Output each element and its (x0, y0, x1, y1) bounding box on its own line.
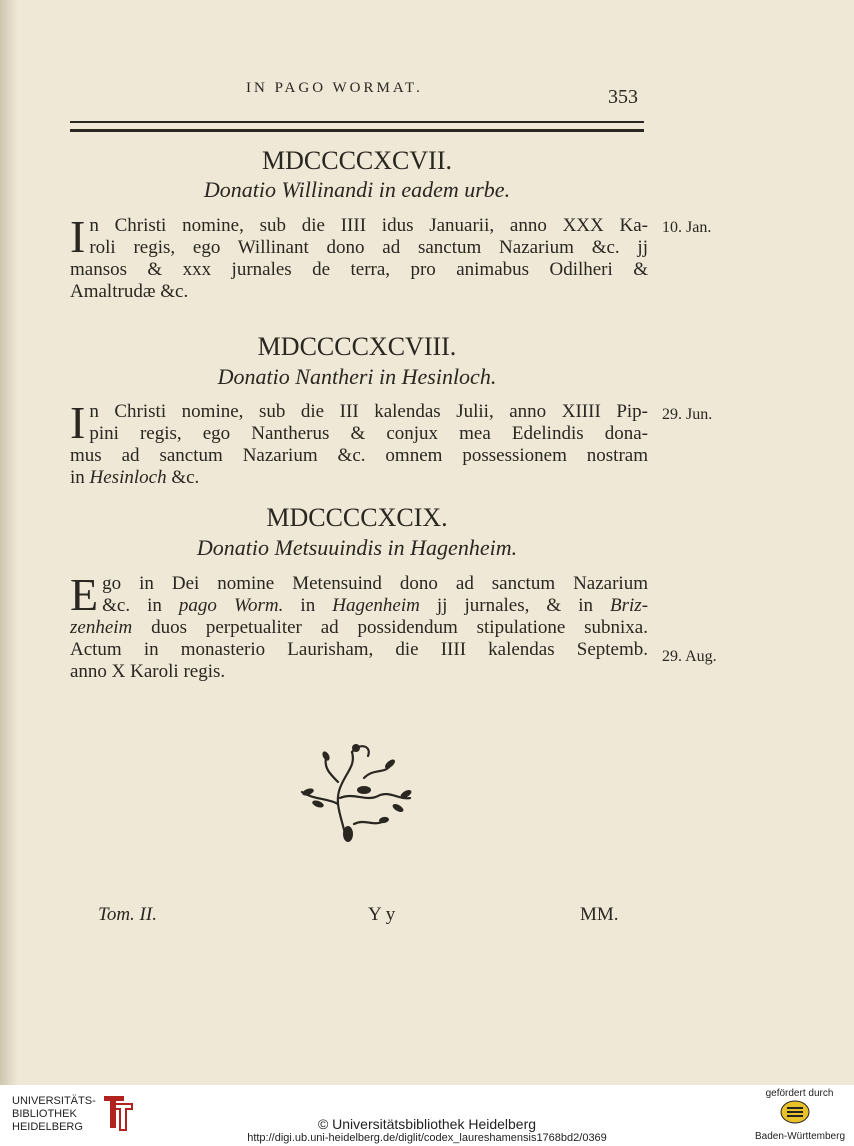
entry-title: Donatio Metsuuindis in Hagenheim. (196, 535, 518, 560)
entry-text (70, 569, 649, 683)
text-line: roli regis, ego Willinant dono ad sanctum Nazarium &c. jj (89, 237, 648, 258)
text-line: mus ad sanctum Nazarium &c. omnem possessionem nostram (70, 445, 648, 466)
entry-text (70, 397, 648, 489)
entry-title: Donatio Willinandi in eadem urbe. (203, 177, 511, 202)
text-line: n Christi nomine, sub die IIII idus Januarii, anno XXX Ka- (89, 215, 648, 236)
drop-capital: I (70, 211, 86, 262)
header-rule-thick (70, 129, 644, 132)
text-line: n Christi nomine, sub die III kalendas Julii, anno XIIII Pip- (89, 401, 648, 422)
entry-text (70, 211, 648, 303)
state-crest-icon (779, 1099, 811, 1125)
entry-numeral: MDCCCCXCIX. (266, 503, 448, 532)
text-line: anno X Karoli regis. (70, 661, 226, 682)
sponsor-label: gefördert durch (765, 1088, 834, 1099)
catchword: MM. (580, 904, 619, 925)
margin-date: 29. Jun. (662, 406, 713, 423)
text-line: in Hesinloch &c. (70, 467, 200, 488)
copyright-notice: © Universitätsbibliothek Heidelberg (317, 1116, 537, 1132)
text-line: &c. in pago Worm. in Hagenheim jj jurnales, & in Briz- (102, 595, 649, 616)
drop-capital: I (70, 397, 86, 448)
page-number: 353 (608, 86, 638, 108)
entry-numeral: MDCCCCXCVIII. (257, 332, 457, 361)
running-head: IN PAGO WORMAT. (246, 80, 423, 96)
text-line: Amaltrudæ &c. (70, 281, 189, 302)
floral-ornament-icon (294, 738, 424, 842)
text-line: zenheim duos perpetualiter ad possidendum stipulatione subnixa. (70, 617, 648, 638)
signature-mark: Y y (368, 904, 396, 925)
page-gutter-shadow (0, 0, 18, 1085)
volume-mark: Tom. II. (98, 904, 157, 925)
text-line: mansos & xxx jurnales de terra, pro animabus Odilheri & (70, 259, 648, 280)
permalink-url[interactable]: http://digi.ub.uni-heidelberg.de/diglit/codex_laureshamensis1768bd2/0369 (247, 1132, 607, 1144)
margin-date: 29. Aug. (662, 648, 717, 665)
margin-date: 10. Jan. (662, 219, 712, 236)
entry-title: Donatio Nantheri in Hesinloch. (217, 364, 497, 389)
text-line: go in Dei nomine Metensuind dono ad sanctum Nazarium (102, 573, 648, 594)
text-line: pini regis, ego Nantherus & conjux mea Edelindis dona- (89, 423, 648, 444)
header-rule-thin (70, 121, 644, 123)
library-name: UNIVERSITÄTS- BIBLIOTHEK HEIDELBERG (12, 1095, 96, 1133)
entry-numeral: MDCCCCXCVII. (262, 146, 452, 175)
text-line: Actum in monasterio Laurisham, die IIII kalendas Septemb. (70, 639, 648, 660)
sponsor-name: Baden-Württemberg (754, 1131, 846, 1142)
drop-capital: E (70, 569, 99, 620)
